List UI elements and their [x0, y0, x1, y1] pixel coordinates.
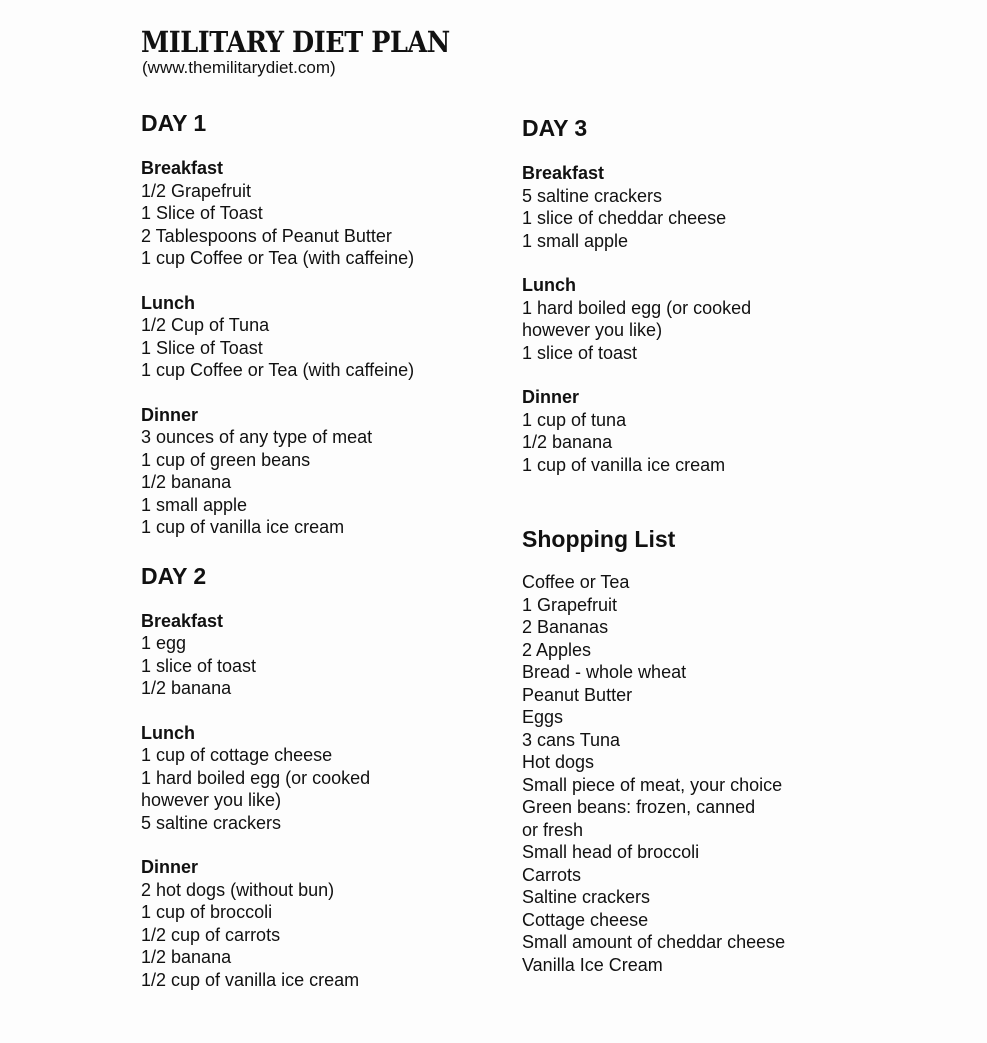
meal-item-line: 1/2 banana: [141, 678, 232, 698]
shopping-list-item-line: 2 Apples: [522, 639, 592, 660]
shopping-list-item: [522, 684, 922, 707]
meal-item-line: 2 Tablespoons of Peanut Butter: [141, 225, 392, 246]
meal-item: [141, 426, 541, 449]
meal-title: Lunch: [522, 275, 576, 295]
meal-item: [141, 225, 541, 248]
meal-title: Breakfast: [141, 610, 224, 631]
shopping-list-item-line: Vanilla Ice Cream: [522, 954, 663, 975]
shopping-list-item-line: Peanut Butter: [522, 684, 633, 705]
day-2-heading: DAY 2: [141, 562, 207, 589]
shopping-list-item: [522, 751, 922, 774]
meal-item: [141, 924, 541, 947]
meal-item: [141, 180, 541, 203]
right-column: [522, 113, 922, 976]
meal-item: [141, 359, 541, 382]
meal-item: [141, 677, 541, 700]
meal-item: [141, 767, 541, 812]
shopping-list-item-line: 3 cans Tuna: [522, 729, 621, 750]
day-1-heading: DAY 1: [141, 110, 207, 136]
meal-item-line: 1 cup of tuna: [522, 409, 627, 430]
meal-title: Dinner: [522, 387, 580, 407]
meal-item-line: 2 hot dogs (without bun): [141, 879, 335, 900]
meal-title: Breakfast: [522, 163, 605, 183]
meal-item: [141, 655, 541, 678]
day-1-meals: [141, 157, 541, 539]
day-3-meals: [522, 162, 922, 476]
meal-item: [522, 297, 922, 342]
meal-title: Breakfast: [141, 158, 224, 178]
meal-item: [141, 632, 541, 655]
meal-item-line: 1 small apple: [522, 230, 629, 251]
meal-item-line: 1/2 Cup of Tuna: [141, 315, 270, 335]
meal-item: [141, 946, 541, 969]
meal-item: [522, 185, 922, 208]
meal-item: [522, 454, 922, 477]
meal-item: [522, 431, 922, 454]
shopping-list-item: [522, 796, 922, 841]
meal-breakfast: [141, 157, 541, 270]
meal-item-line: 3 ounces of any type of meat: [141, 427, 373, 447]
meal-title: Lunch: [141, 722, 195, 743]
meal-dinner: [522, 386, 922, 476]
meal-title: Dinner: [141, 857, 199, 877]
shopping-list-item-line: Hot dogs: [522, 752, 595, 772]
meal-dinner: [141, 856, 541, 991]
meal-item: [141, 812, 541, 835]
meal-item: [141, 494, 541, 517]
shopping-list-item: [522, 661, 922, 684]
meal-breakfast: [522, 162, 922, 252]
shopping-list-item-line: Eggs: [522, 707, 564, 727]
day-2-meals: [141, 610, 541, 992]
meal-item-line: 1 egg: [141, 633, 187, 653]
page-title: MILITARY DIET PLAN: [141, 25, 450, 59]
shopping-list-item-line: Cottage cheese: [522, 909, 649, 930]
shopping-list-item-line: Small piece of meat, your choice: [522, 774, 783, 795]
meal-dinner: [141, 404, 541, 539]
shopping-list-item: [522, 616, 922, 639]
meal-item-line: 1 Slice of Toast: [141, 203, 263, 223]
shopping-list-item-line: Carrots: [522, 864, 582, 885]
shopping-list-item-line: or fresh: [522, 819, 584, 840]
meal-item: [141, 449, 541, 472]
shopping-list-item: [522, 954, 922, 977]
meal-item: [141, 879, 541, 902]
shopping-list-item-line: Small head of broccoli: [522, 842, 700, 862]
meal-item-line: 1 slice of cheddar cheese: [522, 208, 727, 228]
shopping-list-item: [522, 909, 922, 932]
shopping-list-item-line: 1 Grapefruit: [522, 594, 618, 615]
meal-lunch: [141, 722, 541, 835]
meal-item-line: 1 small apple: [141, 494, 248, 515]
meal-item-line: 1 cup Coffee or Tea (with caffeine): [141, 248, 415, 268]
meal-item: [141, 337, 541, 360]
shopping-list-item: [522, 639, 922, 662]
meal-item-line: 1 hard boiled egg (or cooked: [141, 767, 371, 788]
meal-item: [522, 342, 922, 365]
meal-item: [141, 516, 541, 539]
meal-item-line: 1 cup of cottage cheese: [141, 745, 333, 765]
shopping-list-item: [522, 706, 922, 729]
page-url: (www.themilitarydiet.com): [142, 58, 336, 77]
shopping-list-item-line: 2 Bananas: [522, 617, 609, 637]
meal-item-line: 1/2 banana: [141, 472, 232, 492]
shopping-list-item-line: Small amount of cheddar cheese: [522, 932, 786, 952]
shopping-list: [522, 571, 922, 976]
meal-item-line: 1 hard boiled egg (or cooked: [522, 297, 752, 318]
meal-item-line: 1 cup Coffee or Tea (with caffeine): [141, 360, 415, 380]
meal-item: [522, 207, 922, 230]
shopping-list-item-line: Green beans: frozen, canned: [522, 797, 756, 817]
meal-item: [141, 247, 541, 270]
meal-lunch: [141, 292, 541, 382]
shopping-list-item: [522, 931, 922, 954]
shopping-list-item: [522, 594, 922, 617]
meal-title: Dinner: [141, 404, 199, 425]
meal-item: [141, 901, 541, 924]
meal-item-line: 1 cup of vanilla ice cream: [522, 454, 726, 475]
meal-item-line: 1/2 Grapefruit: [141, 180, 252, 201]
shopping-list-heading: Shopping List: [522, 526, 676, 552]
meal-item-line: 5 saltine crackers: [522, 185, 663, 206]
meal-item: [141, 969, 541, 992]
meal-item-line: 1/2 cup of carrots: [141, 924, 281, 945]
left-column: [141, 108, 541, 1013]
meal-item: [141, 202, 541, 225]
meal-item-line: 1 slice of toast: [141, 655, 257, 676]
meal-item-line: 1 cup of green beans: [141, 449, 311, 470]
meal-item-line: 1 slice of toast: [522, 342, 638, 363]
meal-item-line: 1 cup of vanilla ice cream: [141, 517, 345, 537]
day-3-heading: DAY 3: [522, 115, 588, 141]
shopping-list-item: [522, 864, 922, 887]
meal-item-line: 1 cup of broccoli: [141, 902, 273, 922]
meal-item-line: 1/2 cup of vanilla ice cream: [141, 969, 360, 990]
meal-item: [141, 471, 541, 494]
meal-item-line: 1/2 banana: [522, 432, 613, 452]
meal-item-line: however you like): [522, 320, 663, 340]
meal-item-line: however you like): [141, 790, 282, 810]
shopping-list-item-line: Saltine crackers: [522, 887, 651, 907]
meal-item-line: 1/2 banana: [141, 947, 232, 967]
meal-item: [522, 230, 922, 253]
shopping-list-item: [522, 886, 922, 909]
meal-breakfast: [141, 610, 541, 700]
shopping-list-item: [522, 841, 922, 864]
meal-item-line: 5 saltine crackers: [141, 812, 282, 833]
meal-item: [141, 314, 541, 337]
meal-item-line: 1 Slice of Toast: [141, 337, 263, 358]
shopping-list-item: [522, 571, 922, 594]
shopping-list-item: [522, 774, 922, 797]
meal-title: Lunch: [141, 292, 195, 313]
meal-lunch: [522, 274, 922, 364]
shopping-list-item: [522, 729, 922, 752]
meal-item: [141, 744, 541, 767]
shopping-list-item-line: Bread - whole wheat: [522, 662, 687, 682]
meal-item: [522, 409, 922, 432]
shopping-list-item-line: Coffee or Tea: [522, 572, 630, 592]
